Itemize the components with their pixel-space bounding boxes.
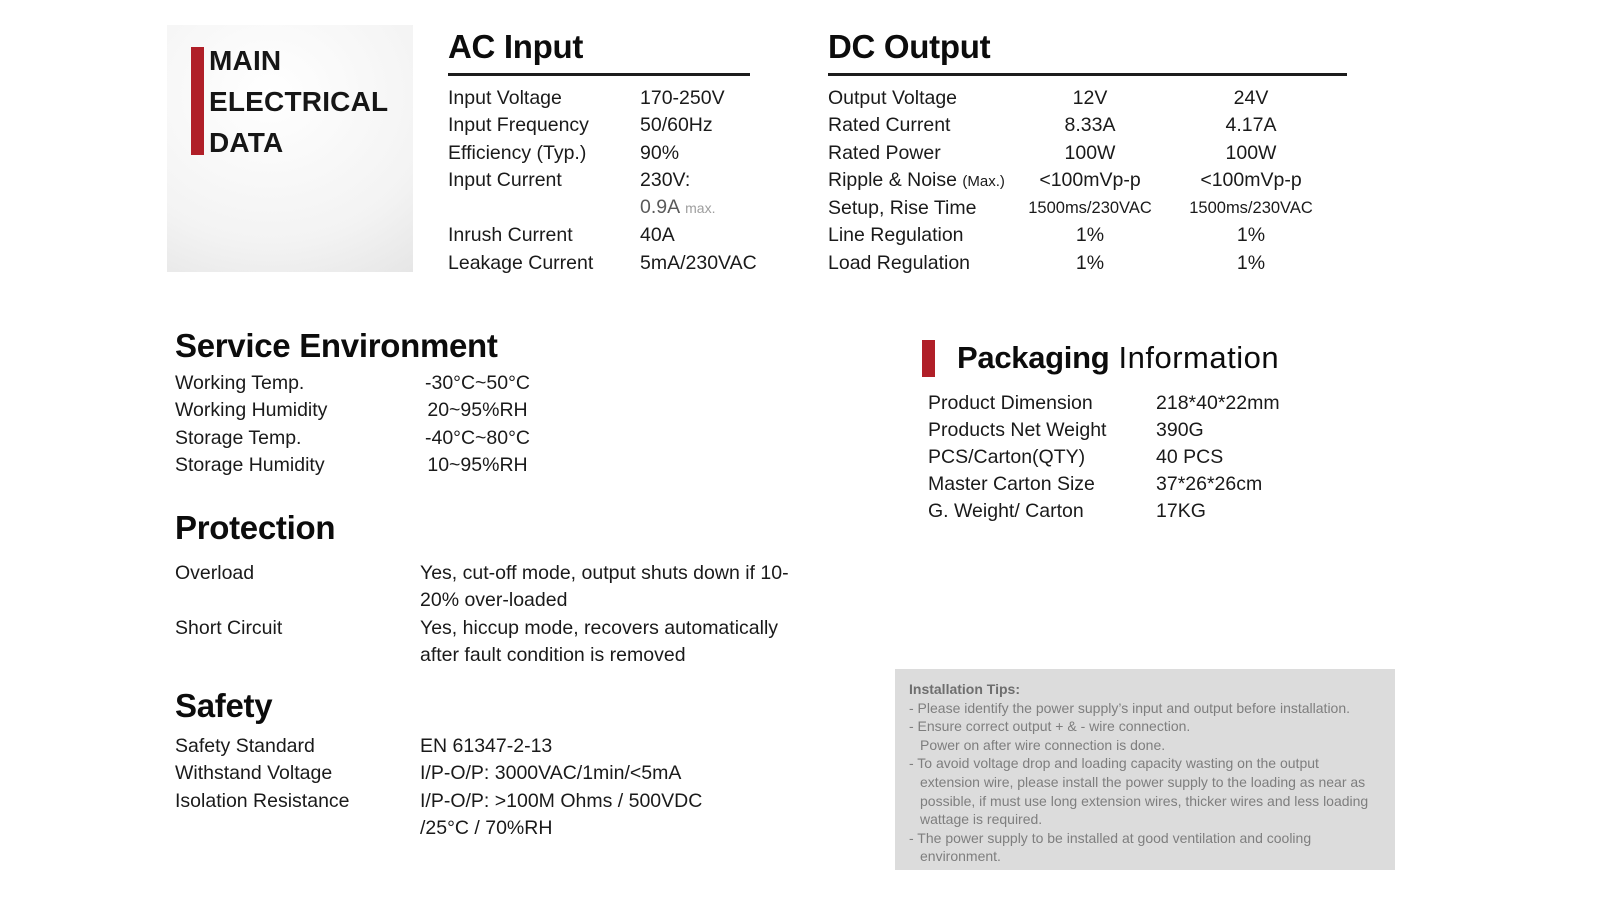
dc-output-table <box>828 85 1347 277</box>
table-row <box>828 167 1347 195</box>
value-24v: 1% <box>1236 224 1266 247</box>
table-row <box>448 85 750 112</box>
row-value: -40°C~80°C <box>424 426 531 449</box>
tip-item: - To avoid voltage drop and loading capacity wasting on the output extension wire, please install the power supply to the loading as near as possible, if must use long extension wires, thicker wires and less loading wattage is required. <box>909 755 1369 828</box>
main-electrical-data-logo <box>167 25 413 272</box>
row-label: Overload <box>175 562 255 584</box>
row-label: Working Temp. <box>175 372 305 394</box>
table-row <box>828 112 1347 139</box>
logo-line-1: MAIN <box>209 45 282 76</box>
packaging-title-bold: Packaging <box>957 340 1110 375</box>
row-value: 90% <box>640 141 680 164</box>
logo-line-3: DATA <box>209 127 284 158</box>
row-label: Inrush Current <box>448 224 573 247</box>
row-value: 170-250V <box>640 87 725 109</box>
row-label: Load Regulation <box>828 251 971 274</box>
row-value: -30°C~50°C <box>424 372 531 394</box>
row-value: 40 PCS <box>1156 446 1224 468</box>
row-label: Rated Power <box>828 141 941 164</box>
value-12v: 8.33A <box>1064 114 1116 137</box>
packaging-title <box>957 340 1279 376</box>
logo-text <box>209 40 388 163</box>
section-dc-output <box>828 27 1347 277</box>
service-environment-title: Service Environment <box>175 327 498 364</box>
table-row <box>828 140 1347 167</box>
row-value: I/P-O/P: >100M Ohms / 500VDC /25°C / 70%RH <box>420 789 703 839</box>
row-value: EN 61347-2-13 <box>420 735 553 757</box>
row-label: Storage Humidity <box>175 453 325 476</box>
row-label: Working Humidity <box>175 399 328 422</box>
row-label-note: (Max.) <box>962 172 1005 190</box>
row-label: Rated Current <box>828 114 951 137</box>
installation-tips-title: Installation Tips: <box>909 681 1020 697</box>
row-label: Master Carton Size <box>928 473 1095 495</box>
table-row <box>448 250 757 277</box>
protection-table <box>175 560 815 669</box>
ac-input-underline <box>448 73 750 76</box>
row-label: Product Dimension <box>928 392 1093 414</box>
installation-tips-box <box>895 669 1395 870</box>
row-label: Input Voltage <box>448 87 562 109</box>
table-row <box>175 370 575 397</box>
table-row <box>175 425 575 452</box>
row-value: 218*40*22mm <box>1156 392 1280 414</box>
logo-line-2: ELECTRICAL <box>209 86 389 117</box>
dc-output-title: DC Output <box>828 28 991 65</box>
table-row <box>828 222 1347 249</box>
table-row <box>928 498 1382 525</box>
value-24v: 4.17A <box>1225 114 1277 137</box>
tip-item-continuation: Power on after wire connection is done. <box>920 736 1166 753</box>
table-row <box>448 167 750 223</box>
packaging-title-light <box>1109 340 1118 375</box>
row-label: Line Regulation <box>828 224 964 247</box>
section-ac-input <box>448 27 757 277</box>
table-row <box>928 444 1382 471</box>
table-row <box>828 195 1347 222</box>
ac-input-table <box>448 85 757 277</box>
table-row <box>175 733 815 760</box>
value-12v: 12V <box>1072 87 1108 109</box>
row-value: Yes, cut-off mode, output shuts down if 10-20% over-loaded <box>420 562 789 612</box>
row-value: 5mA/230VAC <box>640 251 757 274</box>
value-24v: <100mVp-p <box>1200 168 1302 191</box>
packaging-header <box>922 336 1382 380</box>
row-value: 40A <box>640 224 675 247</box>
table-row <box>448 112 750 139</box>
safety-table <box>175 733 815 842</box>
value-24v: 100W <box>1225 141 1277 164</box>
row-value: I/P-O/P: 3000VAC/1min/<5mA <box>420 762 682 785</box>
row-label: Efficiency (Typ.) <box>448 141 587 164</box>
row-label: Products Net Weight <box>928 419 1107 441</box>
row-value: 390G <box>1156 419 1204 441</box>
ac-input-title: AC Input <box>448 28 584 65</box>
row-value: 10~95%RH <box>427 453 528 476</box>
row-value: 20~95%RH <box>427 399 528 422</box>
tip-item: - Please identify the power supply’s input and output before installation. <box>909 699 1351 716</box>
value-24v: 24V <box>1233 87 1269 109</box>
row-label: PCS/Carton(QTY) <box>928 446 1086 468</box>
row-value: 37*26*26cm <box>1156 473 1263 495</box>
table-row <box>175 452 575 479</box>
row-value: Yes, hiccup mode, recovers automatically after fault condition is removed <box>420 616 779 666</box>
table-row <box>828 250 1347 277</box>
row-label: G. Weight/ Carton <box>928 500 1084 522</box>
value-prefix: 230V: <box>640 168 691 191</box>
row-label: Safety Standard <box>175 735 315 757</box>
value-current: 0.9A <box>640 196 681 219</box>
row-value: 50/60Hz <box>640 114 713 137</box>
table-row <box>175 788 815 843</box>
tip-item: - Ensure correct output + & - wire connection. <box>909 718 1191 735</box>
tip-item: - The power supply to be installed at good ventilation and cooling environment. <box>909 829 1312 865</box>
value-24v: 1% <box>1236 251 1266 274</box>
value-max-note: max. <box>685 200 716 217</box>
table-row <box>175 615 815 670</box>
section-protection <box>175 506 815 669</box>
service-environment-table <box>175 370 575 479</box>
table-row <box>928 390 1382 417</box>
section-packaging-information <box>922 336 1382 525</box>
table-row <box>175 397 575 424</box>
row-label: Storage Temp. <box>175 426 302 449</box>
value-12v: 1% <box>1075 224 1105 247</box>
red-accent-bar <box>922 340 935 377</box>
red-accent-bar <box>191 47 204 155</box>
row-label <box>828 167 1014 195</box>
protection-title: Protection <box>175 509 336 546</box>
section-service-environment <box>175 325 575 479</box>
table-row <box>448 140 750 167</box>
value-12v: 1500ms/230VAC <box>1028 199 1152 218</box>
row-label: Input Frequency <box>448 114 589 137</box>
value-12v: 1% <box>1075 251 1105 274</box>
packaging-title-rest: Information <box>1118 340 1280 375</box>
row-label: Output Voltage <box>828 87 958 109</box>
row-label: Setup, Rise Time <box>828 197 977 220</box>
value-24v: 1500ms/230VAC <box>1189 199 1313 218</box>
row-value: 17KG <box>1156 500 1206 522</box>
row-label-text: Ripple & Noise <box>828 168 957 191</box>
row-label: Input Current <box>448 168 562 191</box>
value-12v: 100W <box>1064 141 1116 164</box>
row-label: Withstand Voltage <box>175 762 333 785</box>
dc-output-underline <box>828 73 1347 76</box>
row-label: Short Circuit <box>175 616 283 639</box>
table-row <box>175 560 815 615</box>
section-safety <box>175 684 815 842</box>
value-12v: <100mVp-p <box>1039 168 1141 191</box>
table-row <box>448 222 750 249</box>
row-value <box>640 167 750 223</box>
packaging-table <box>922 390 1382 525</box>
row-label: Leakage Current <box>448 251 594 274</box>
table-row <box>928 471 1382 498</box>
row-label: Isolation Resistance <box>175 789 350 812</box>
table-row <box>828 85 1347 112</box>
table-row <box>928 417 1382 444</box>
safety-title: Safety <box>175 687 273 724</box>
table-row <box>175 760 815 787</box>
